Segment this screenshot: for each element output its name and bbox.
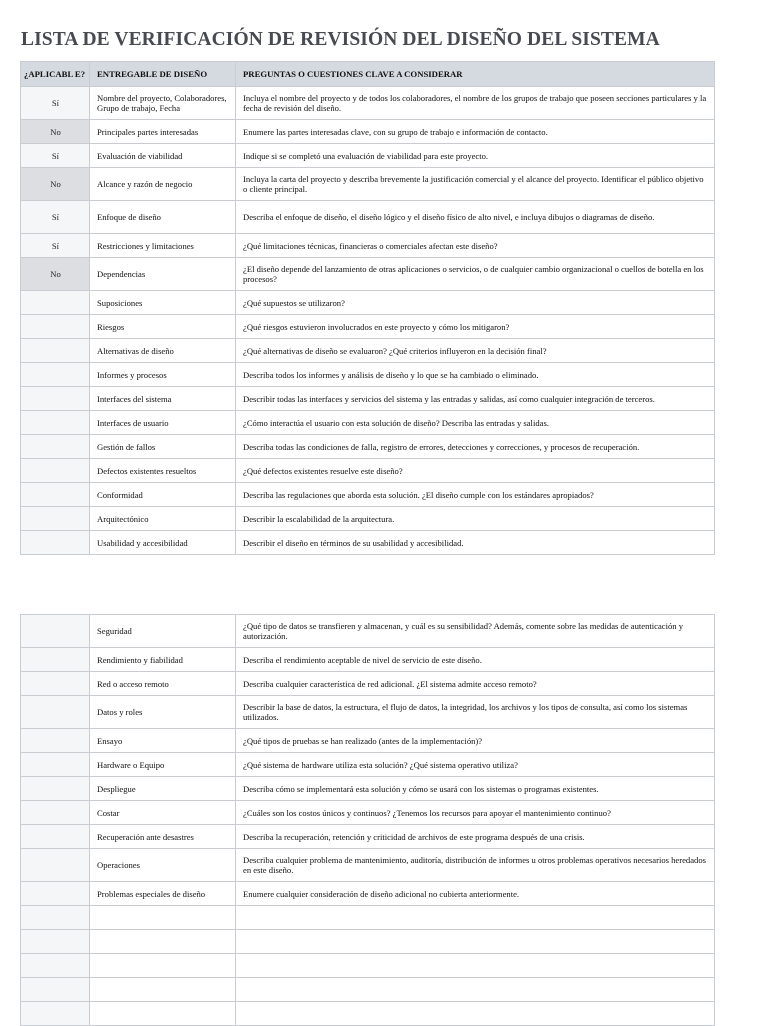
question-cell: Describa cualquier problema de mantenimiento, auditoría, distribución de informes u otros problemas operativos necesarios heredados en este diseño.: [236, 849, 715, 882]
table-row: [21, 291, 715, 315]
applicable-cell[interactable]: [21, 387, 90, 411]
deliverable-cell: Riesgos: [90, 315, 236, 339]
deliverable-cell: Principales partes interesadas: [90, 120, 236, 144]
applicable-cell[interactable]: [21, 315, 90, 339]
applicable-cell[interactable]: [21, 930, 90, 954]
applicable-cell[interactable]: No: [21, 168, 90, 201]
table-row: [21, 168, 715, 201]
applicable-cell[interactable]: [21, 954, 90, 978]
question-cell: Describir todas las interfaces y servicios del sistema y las entradas y salidas, así como cualquier integración de terceros.: [236, 387, 715, 411]
question-cell: Enumere las partes interesadas clave, con su grupo de trabajo e información de contacto.: [236, 120, 715, 144]
applicable-cell[interactable]: Sí: [21, 234, 90, 258]
deliverable-cell: Alcance y razón de negocio: [90, 168, 236, 201]
deliverable-cell: Problemas especiales de diseño: [90, 882, 236, 906]
checklist-table-2: [20, 614, 715, 1026]
table-row: [21, 849, 715, 882]
applicable-cell[interactable]: [21, 729, 90, 753]
question-cell: ¿Cómo interactúa el usuario con esta solución de diseño? Describa las entradas y salidas.: [236, 411, 715, 435]
deliverable-cell: Ensayo: [90, 729, 236, 753]
question-cell: Describir la base de datos, la estructura, el flujo de datos, la integridad, los archivos y los tipos de consulta, así como los sistemas utilizados.: [236, 696, 715, 729]
question-cell: ¿Qué tipo de datos se transfieren y almacenan, y cuál es su sensibilidad? Además, comente sobre las medidas de autenticación y autorización.: [236, 615, 715, 648]
question-cell: ¿Qué tipos de pruebas se han realizado (antes de la implementación)?: [236, 729, 715, 753]
deliverable-cell: Hardware o Equipo: [90, 753, 236, 777]
applicable-cell[interactable]: [21, 648, 90, 672]
question-cell: [236, 954, 715, 978]
question-cell: Describa todas las condiciones de falla, registro de errores, detecciones y correcciones, y procesos de recuperación.: [236, 435, 715, 459]
table-row: [21, 882, 715, 906]
table-row: [21, 672, 715, 696]
deliverable-cell: Costar: [90, 801, 236, 825]
checklist-table-1: [20, 61, 715, 555]
question-cell: ¿Qué supuestos se utilizaron?: [236, 291, 715, 315]
deliverable-cell: Nombre del proyecto, Colaboradores, Grupo de trabajo, Fecha: [90, 87, 236, 120]
table-row: [21, 978, 715, 1002]
deliverable-cell: Datos y roles: [90, 696, 236, 729]
applicable-cell[interactable]: [21, 1002, 90, 1026]
applicable-cell[interactable]: No: [21, 120, 90, 144]
page-title: LISTA DE VERIFICACIÓN DE REVISIÓN DEL DISEÑO DEL SISTEMA: [21, 29, 660, 50]
deliverable-cell: Usabilidad y accesibilidad: [90, 531, 236, 555]
table-row: [21, 729, 715, 753]
table-row: [21, 825, 715, 849]
deliverable-cell: Informes y procesos: [90, 363, 236, 387]
applicable-cell[interactable]: No: [21, 258, 90, 291]
table-row: [21, 801, 715, 825]
question-cell: Describa cualquier característica de red adicional. ¿El sistema admite acceso remoto?: [236, 672, 715, 696]
table-row: [21, 120, 715, 144]
applicable-cell[interactable]: [21, 825, 90, 849]
applicable-cell[interactable]: [21, 363, 90, 387]
applicable-cell[interactable]: [21, 507, 90, 531]
question-cell: Describir el diseño en términos de su usabilidad y accesibilidad.: [236, 531, 715, 555]
applicable-cell[interactable]: [21, 801, 90, 825]
deliverable-cell: Evaluación de viabilidad: [90, 144, 236, 168]
header-applicable: ¿APLICABL E?: [21, 62, 90, 87]
deliverable-cell: [90, 906, 236, 930]
question-cell: Describa la recuperación, retención y criticidad de archivos de este programa después de una crisis.: [236, 825, 715, 849]
question-cell: Describa cómo se implementará esta solución y cómo se usará con los sistemas o programas existentes.: [236, 777, 715, 801]
question-cell: Describa las regulaciones que aborda esta solución. ¿El diseño cumple con los estándares apropiados?: [236, 483, 715, 507]
question-cell: ¿Cuáles son los costos únicos y continuos? ¿Tenemos los recursos para apoyar el mantenimiento continuo?: [236, 801, 715, 825]
deliverable-cell: Interfaces de usuario: [90, 411, 236, 435]
table-row: [21, 930, 715, 954]
question-cell: Describa el rendimiento aceptable de nivel de servicio de este diseño.: [236, 648, 715, 672]
table-row: [21, 906, 715, 930]
deliverable-cell: Dependencias: [90, 258, 236, 291]
deliverable-cell: Interfaces del sistema: [90, 387, 236, 411]
table-row: [21, 234, 715, 258]
table-row: [21, 648, 715, 672]
deliverable-cell: Gestión de fallos: [90, 435, 236, 459]
deliverable-cell: [90, 930, 236, 954]
question-cell: ¿Qué alternativas de diseño se evaluaron? ¿Qué criterios influyeron en la decisión final?: [236, 339, 715, 363]
deliverable-cell: Alternativas de diseño: [90, 339, 236, 363]
deliverable-cell: Red o acceso remoto: [90, 672, 236, 696]
deliverable-cell: Seguridad: [90, 615, 236, 648]
question-cell: ¿Qué limitaciones técnicas, financieras o comerciales afectan este diseño?: [236, 234, 715, 258]
question-cell: Incluya la carta del proyecto y describa brevemente la justificación comercial y el alcance del proyecto. Identificar el público objetivo o cliente principal.: [236, 168, 715, 201]
deliverable-cell: [90, 954, 236, 978]
deliverable-cell: Operaciones: [90, 849, 236, 882]
question-cell: [236, 1002, 715, 1026]
header-deliverable: ENTREGABLE DE DISEÑO: [90, 62, 236, 87]
applicable-cell[interactable]: [21, 978, 90, 1002]
applicable-cell[interactable]: [21, 483, 90, 507]
applicable-cell[interactable]: [21, 459, 90, 483]
applicable-cell[interactable]: [21, 696, 90, 729]
deliverable-cell: Despliegue: [90, 777, 236, 801]
applicable-cell[interactable]: [21, 435, 90, 459]
question-cell: [236, 978, 715, 1002]
table-row: [21, 954, 715, 978]
question-cell: Describa todos los informes y análisis de diseño y lo que se ha cambiado o eliminado.: [236, 363, 715, 387]
applicable-cell[interactable]: [21, 849, 90, 882]
question-cell: ¿Qué sistema de hardware utiliza esta solución? ¿Qué sistema operativo utiliza?: [236, 753, 715, 777]
applicable-cell[interactable]: Sí: [21, 144, 90, 168]
table-row: [21, 387, 715, 411]
table-row: [21, 531, 715, 555]
table-row: [21, 753, 715, 777]
table-row: [21, 483, 715, 507]
table-row: [21, 507, 715, 531]
deliverable-cell: Enfoque de diseño: [90, 201, 236, 234]
question-cell: ¿El diseño depende del lanzamiento de otras aplicaciones o servicios, o de cualquier cambio organizacional o cuellos de botella en los procesos?: [236, 258, 715, 291]
question-cell: ¿Qué riesgos estuvieron involucrados en este proyecto y cómo los mitigaron?: [236, 315, 715, 339]
question-cell: [236, 906, 715, 930]
question-cell: ¿Qué defectos existentes resuelve este diseño?: [236, 459, 715, 483]
question-cell: [236, 930, 715, 954]
applicable-cell[interactable]: [21, 882, 90, 906]
deliverable-cell: [90, 1002, 236, 1026]
applicable-cell[interactable]: Sí: [21, 87, 90, 120]
applicable-cell[interactable]: [21, 777, 90, 801]
question-cell: Incluya el nombre del proyecto y de todos los colaboradores, el nombre de los grupos de trabajo que poseen secciones particulares y la fecha de revisión del diseño.: [236, 87, 715, 120]
table-row: [21, 411, 715, 435]
question-cell: Describa el enfoque de diseño, el diseño lógico y el diseño físico de alto nivel, e incluya dibujos o diagramas de diseño.: [236, 201, 715, 234]
applicable-cell[interactable]: [21, 753, 90, 777]
table-row: [21, 201, 715, 234]
table-row: [21, 435, 715, 459]
deliverable-cell: Arquitectónico: [90, 507, 236, 531]
applicable-cell[interactable]: [21, 291, 90, 315]
table-row: [21, 315, 715, 339]
applicable-cell[interactable]: [21, 906, 90, 930]
question-cell: Describir la escalabilidad de la arquitectura.: [236, 507, 715, 531]
table-row: [21, 615, 715, 648]
deliverable-cell: Restricciones y limitaciones: [90, 234, 236, 258]
header-questions: PREGUNTAS O CUESTIONES CLAVE A CONSIDERAR: [236, 62, 715, 87]
applicable-cell[interactable]: Sí: [21, 201, 90, 234]
applicable-cell[interactable]: [21, 615, 90, 648]
deliverable-cell: Conformidad: [90, 483, 236, 507]
table-row: [21, 777, 715, 801]
deliverable-cell: Rendimiento y fiabilidad: [90, 648, 236, 672]
table-row: [21, 1002, 715, 1026]
table-row: [21, 339, 715, 363]
table-row: [21, 87, 715, 120]
applicable-cell[interactable]: [21, 672, 90, 696]
applicable-cell[interactable]: [21, 411, 90, 435]
table-row: [21, 258, 715, 291]
applicable-cell[interactable]: [21, 531, 90, 555]
deliverable-cell: [90, 978, 236, 1002]
table-row: [21, 459, 715, 483]
question-cell: Enumere cualquier consideración de diseño adicional no cubierta anteriormente.: [236, 882, 715, 906]
table-row: [21, 696, 715, 729]
applicable-cell[interactable]: [21, 339, 90, 363]
deliverable-cell: Suposiciones: [90, 291, 236, 315]
table-row: [21, 363, 715, 387]
deliverable-cell: Defectos existentes resueltos: [90, 459, 236, 483]
table-header-row: [21, 62, 715, 87]
question-cell: Indique si se completó una evaluación de viabilidad para este proyecto.: [236, 144, 715, 168]
table-row: [21, 144, 715, 168]
deliverable-cell: Recuperación ante desastres: [90, 825, 236, 849]
